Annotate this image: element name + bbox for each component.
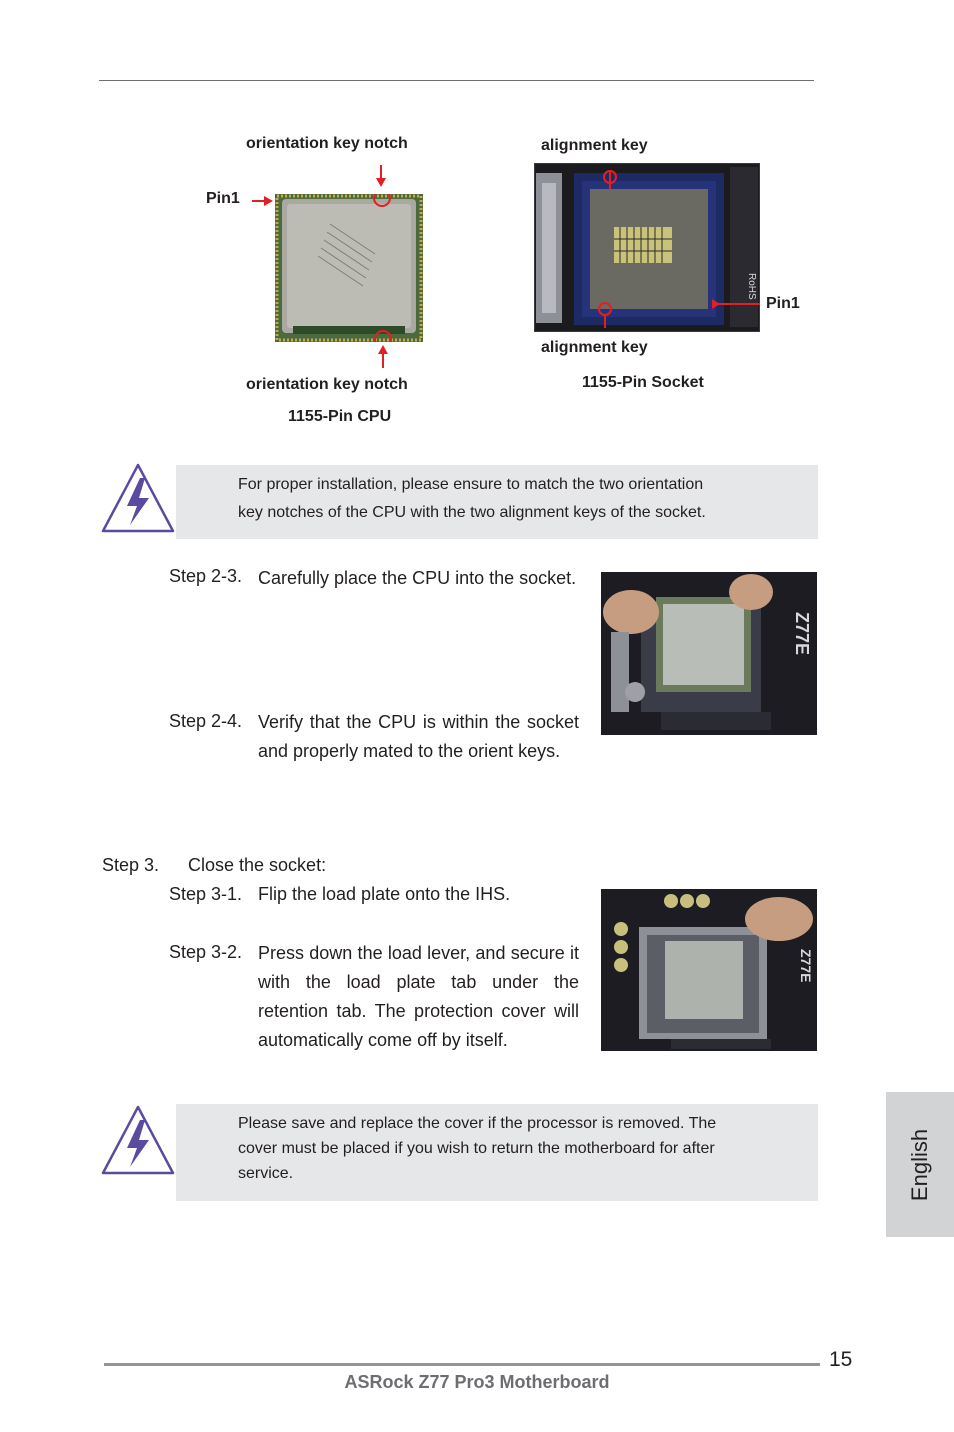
note-line: Please save and replace the cover if the processor is removed. The [238, 1115, 717, 1132]
socket-photo [534, 163, 760, 332]
step-3-2-text: Press down the load lever, and secure it with the load plate tab under the retention tab. The protection cover will automatically come off by itself. [258, 943, 579, 1050]
svg-text:Z77E: Z77E [792, 612, 812, 656]
cpu-photo [275, 194, 423, 342]
step-3-2-label: Step 3-2. [169, 942, 243, 962]
arrow-icon [376, 178, 386, 187]
header-rule [99, 80, 814, 81]
page-number: 15 [829, 1348, 853, 1371]
step-3-1-label: Step 3-1. [169, 884, 243, 904]
svg-text:RoHS: RoHS [746, 273, 757, 300]
arrow-icon [264, 196, 273, 206]
step-2-4-text: Verify that the CPU is within the socket and properly mated to the orient keys. [258, 712, 579, 761]
note-box-cover [176, 1104, 818, 1201]
warning-icon [100, 462, 176, 534]
note-line: For proper installation, please ensure to match the two orientation [238, 476, 704, 493]
step-3-text: Close the socket: [188, 855, 327, 875]
motherboard-photo [601, 889, 817, 1051]
socket-pin1-label: Pin1 [766, 295, 800, 312]
step-3-label: Step 3. [102, 855, 160, 875]
socket-key-label-top: alignment key [541, 137, 648, 154]
footer-title: ASRock Z77 Pro3 Motherboard [344, 1372, 610, 1392]
footer-rule [104, 1363, 820, 1366]
cpu-notch-label-top: orientation key notch [246, 135, 408, 152]
svg-text:Z77E: Z77E [798, 949, 814, 983]
note-line: key notches of the CPU with the two alignment keys of the socket. [238, 504, 706, 521]
note-line: service. [238, 1165, 294, 1182]
note-line: cover must be placed if you wish to return the motherboard for after [238, 1140, 715, 1157]
cpu-notch-label-bottom: orientation key notch [246, 376, 408, 393]
language-tab-label: English [907, 1128, 932, 1201]
language-tab [886, 1092, 954, 1237]
cpu-caption: 1155-Pin CPU [288, 408, 392, 425]
socket-key-label-bottom: alignment key [541, 339, 648, 356]
socket-caption: 1155-Pin Socket [582, 374, 704, 391]
note-box-alignment [176, 465, 818, 539]
step-3-1-text: Flip the load plate onto the IHS. [258, 884, 511, 904]
step-2-3-label: Step 2-3. [169, 566, 243, 586]
warning-icon [100, 1104, 176, 1176]
step-2-3-text: Carefully place the CPU into the socket. [258, 568, 577, 588]
cpu-pin1-label: Pin1 [206, 190, 240, 207]
step-2-4-label: Step 2-4. [169, 711, 243, 731]
arrow-icon [378, 345, 388, 354]
motherboard-photo [601, 572, 817, 735]
